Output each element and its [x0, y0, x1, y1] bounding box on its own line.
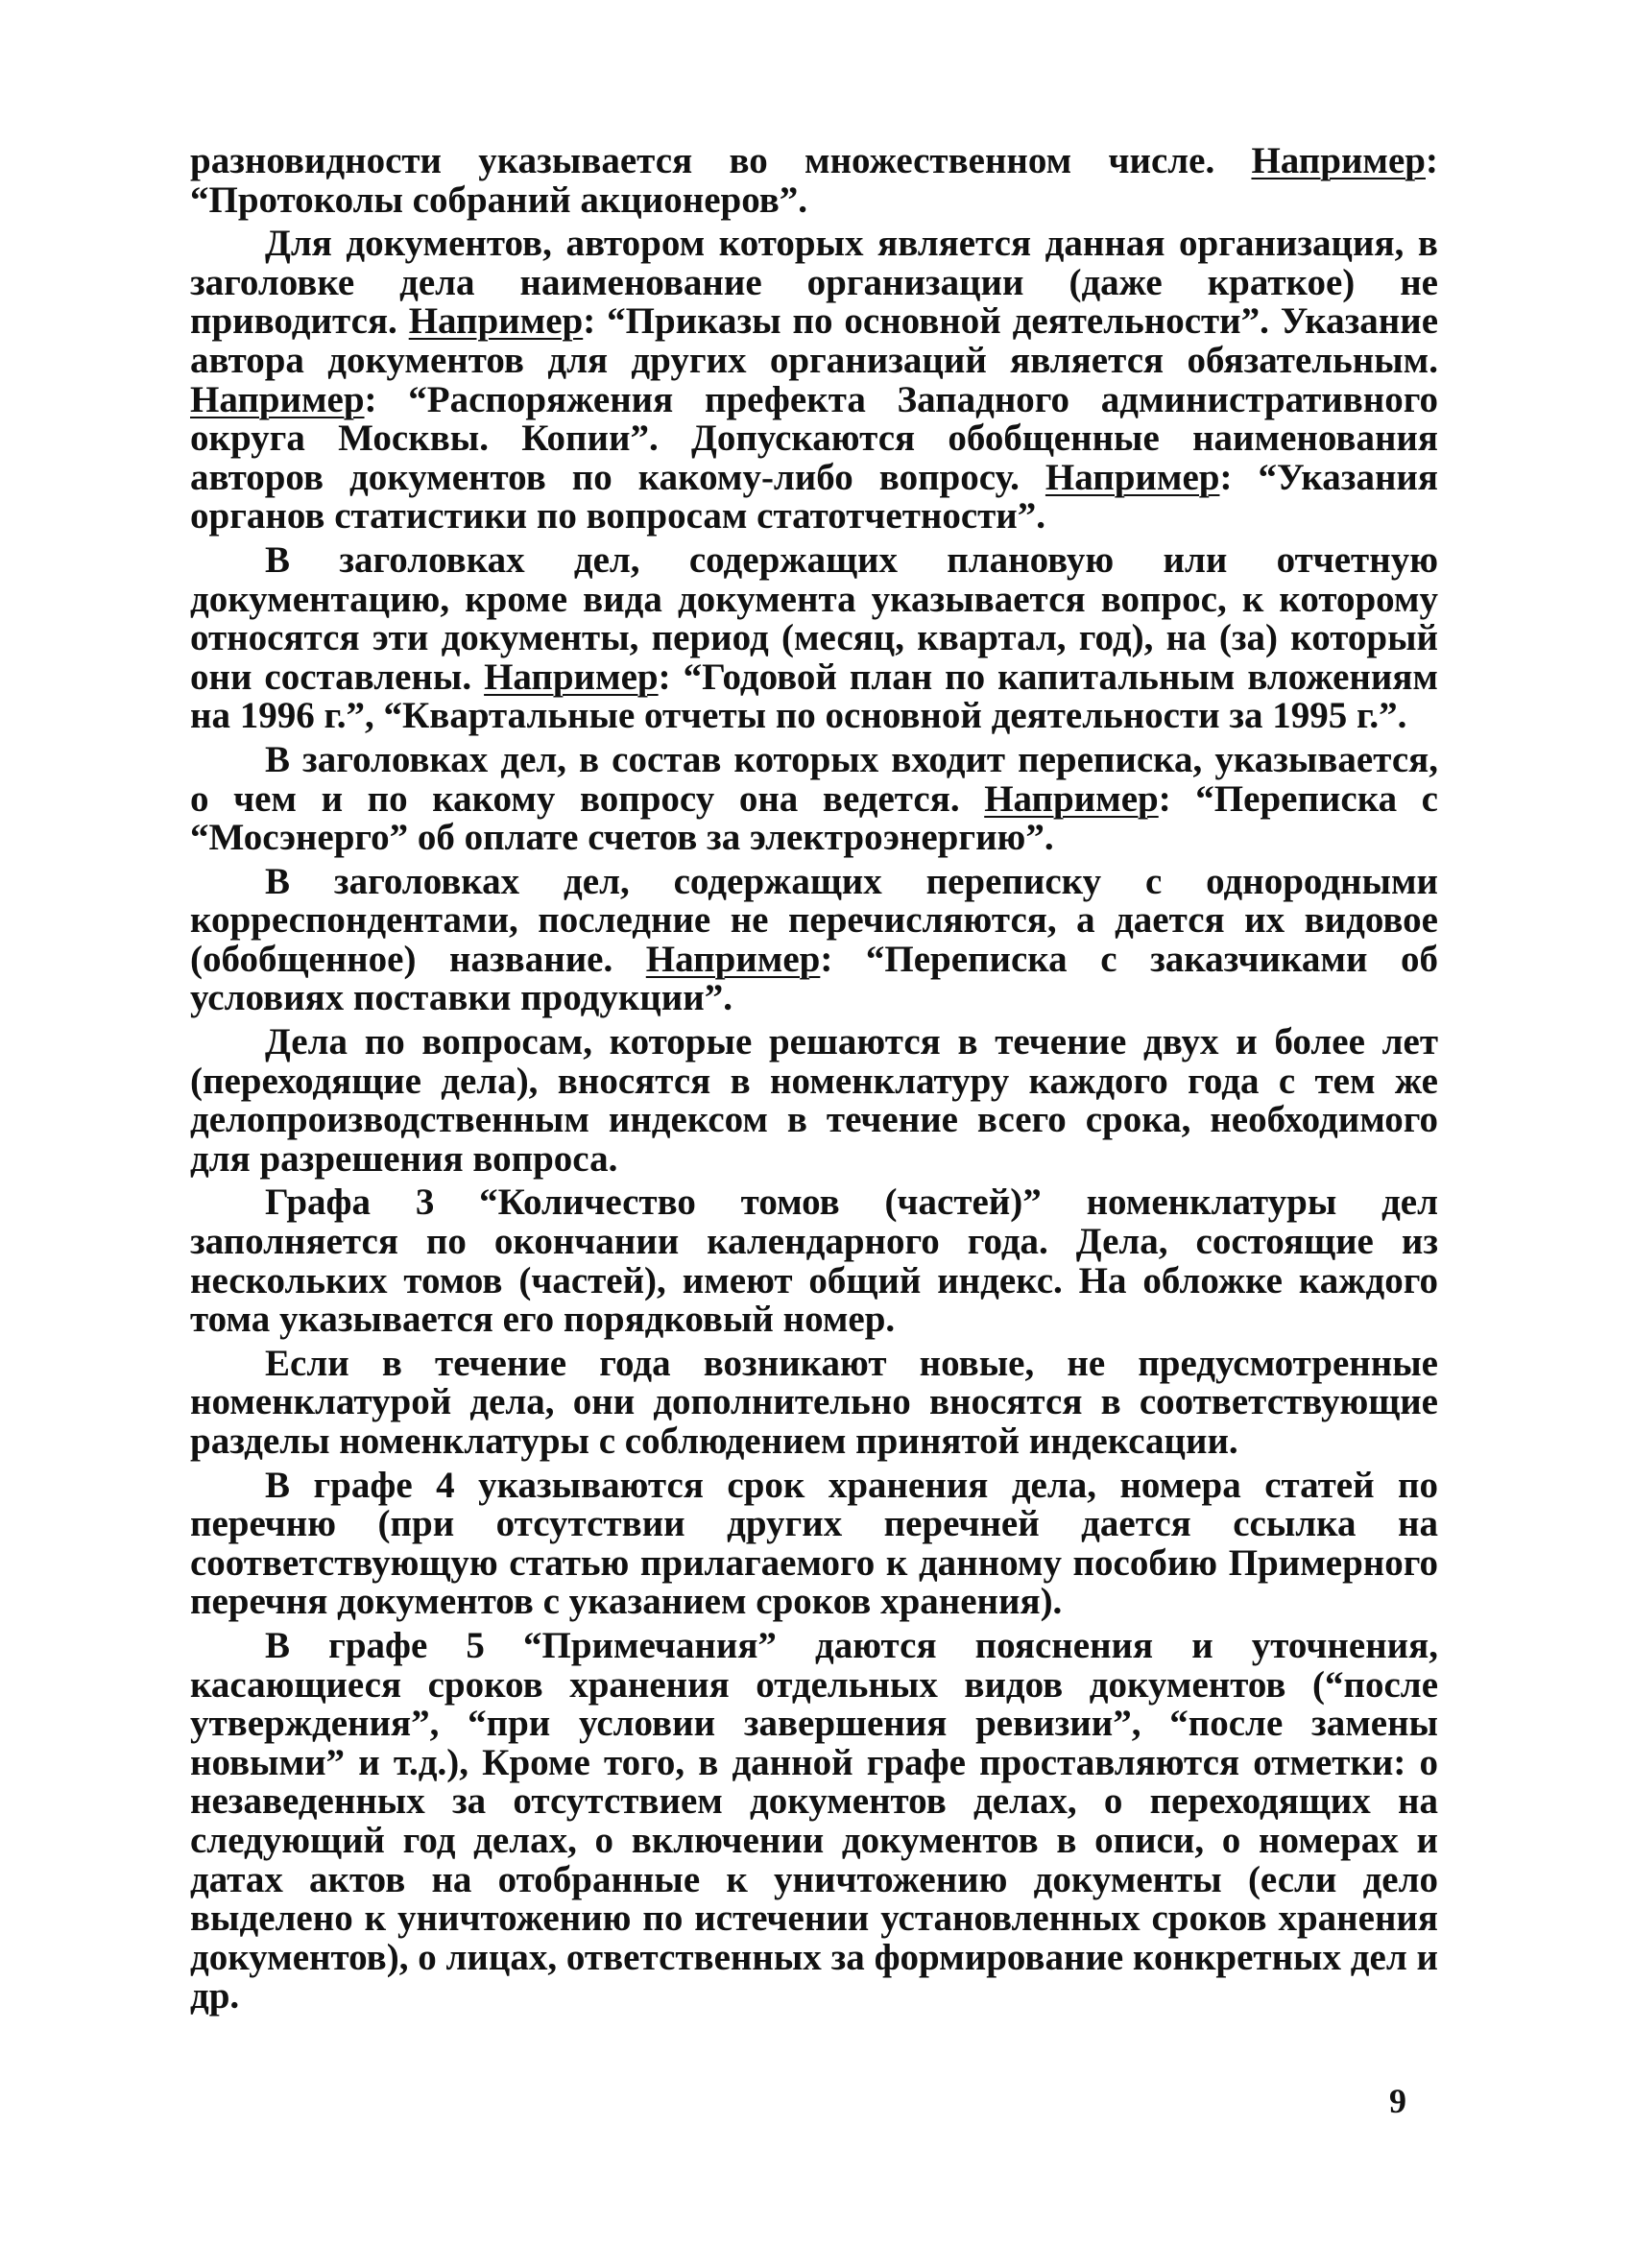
page-number: 9 — [1389, 2082, 1406, 2120]
example-label: Например — [190, 378, 365, 420]
paragraph-8 — [190, 1342, 1438, 1462]
text-segment: В заголовках дел, содержащих плановую или отчетную документацию, кроме вида документа указывается вопрос, к которому относятся эти документы, период (месяц, квартал, год), на (за) который они составлены. — [190, 538, 1438, 698]
paragraph-1 — [190, 142, 1438, 220]
text-segment: Дела по вопросам, которые решаются в течение двух и более лет (переходящие дела), вносятся в номенклатуру каждого года с тем же делопроизводственным индексом в течение всего срока, необходимого для разрешения вопроса. — [190, 1021, 1438, 1180]
text-segment: Графа 3 “Количество томов (частей)” номенклатуры дел заполняется по окончании календарного года. Дела, состоящие из нескольких томов (частей), имеют общий индекс. На обложке каждого тома указывается его порядковый номер. — [190, 1182, 1438, 1341]
text-segment: : “Приказы по основной деятельности”. Указание автора документов для других организаций является обязательным. — [190, 300, 1439, 381]
paragraph-4 — [190, 738, 1438, 859]
example-label: Например — [984, 777, 1159, 820]
text-segment: Если в течение года возникают новые, не предусмотренные номенклатурой дела, они дополнительно вносятся в соответствующие разделы номенклатуры с соблюдением принятой индексации. — [190, 1342, 1438, 1462]
paragraph-5 — [190, 860, 1438, 1019]
text-segment: : “Указания органов статистики по вопросам статотчетности”. — [190, 456, 1438, 537]
paragraph-9 — [190, 1464, 1438, 1623]
body-text — [190, 142, 1438, 2021]
text-segment: : “Распоряжения префекта Западного административного округа Москвы. Копии”. Допускаются обобщенные наименования авторов документов по какому-либо вопросу. — [190, 378, 1438, 498]
paragraph-10 — [190, 1624, 1438, 2017]
text-segment: разновидности указывается во множественном числе. — [190, 140, 1252, 181]
example-label: Например — [408, 300, 584, 343]
text-segment: : “Протоколы собраний акционеров”. — [190, 140, 1438, 221]
example-label: Например — [1045, 456, 1220, 498]
example-label: Например — [484, 656, 659, 698]
text-segment: : “Переписка с заказчиками об условиях поставки продукции”. — [190, 938, 1438, 1019]
text-segment: Для документов, автором которых является данная организация, в заголовке дела наименование организации (даже краткое) не приводится. — [190, 223, 1438, 343]
paragraph-6 — [190, 1023, 1438, 1179]
text-segment: : “Годовой план по капитальным вложениям на 1996 г.”, “Квартальные отчеты по основной деятельности за 1995 г.”. — [190, 656, 1438, 737]
text-segment: В графе 4 указываются срок хранения дела, номера статей по перечню (при отсутствии других перечней дается ссылка на соответствующую статью прилагаемого к данному пособию Примерного перечня документов с указанием сроков хранения). — [190, 1464, 1438, 1623]
paragraph-7 — [190, 1183, 1438, 1339]
paragraph-2 — [190, 225, 1438, 537]
example-label: Например — [1251, 140, 1426, 181]
text-segment: В графе 5 “Примечания” даются пояснения и уточнения, касающиеся сроков хранения отдельных видов документов (“после утверждения”, “при условии завершения ревизии”, “после замены новыми” и т.д.), Кроме того, в данной графе проставляются отметки: о незаведенных за отсутствием документов делах, о переходящих на следующий год делах, о включении документов в описи, о номерах и датах актов на отобранные к уничтожению документы (если дело выделено к уничтожению по истечении установленных сроков хранения документов), о лицах, ответственных за формирование конкретных дел и др. — [190, 1624, 1438, 2017]
text-segment: В заголовках дел, содержащих переписку с однородными корреспондентами, последние не перечисляются, а дается их видовое (обобщенное) название. — [190, 860, 1438, 980]
example-label: Например — [645, 938, 821, 980]
text-segment: : “Переписка с “Мосэнерго” об оплате счетов за электроэнергию”. — [190, 777, 1438, 859]
paragraph-3 — [190, 538, 1438, 737]
text-segment: В заголовках дел, в состав которых входит переписка, указывается, о чем и по какому вопросу она ведется. — [190, 738, 1438, 820]
